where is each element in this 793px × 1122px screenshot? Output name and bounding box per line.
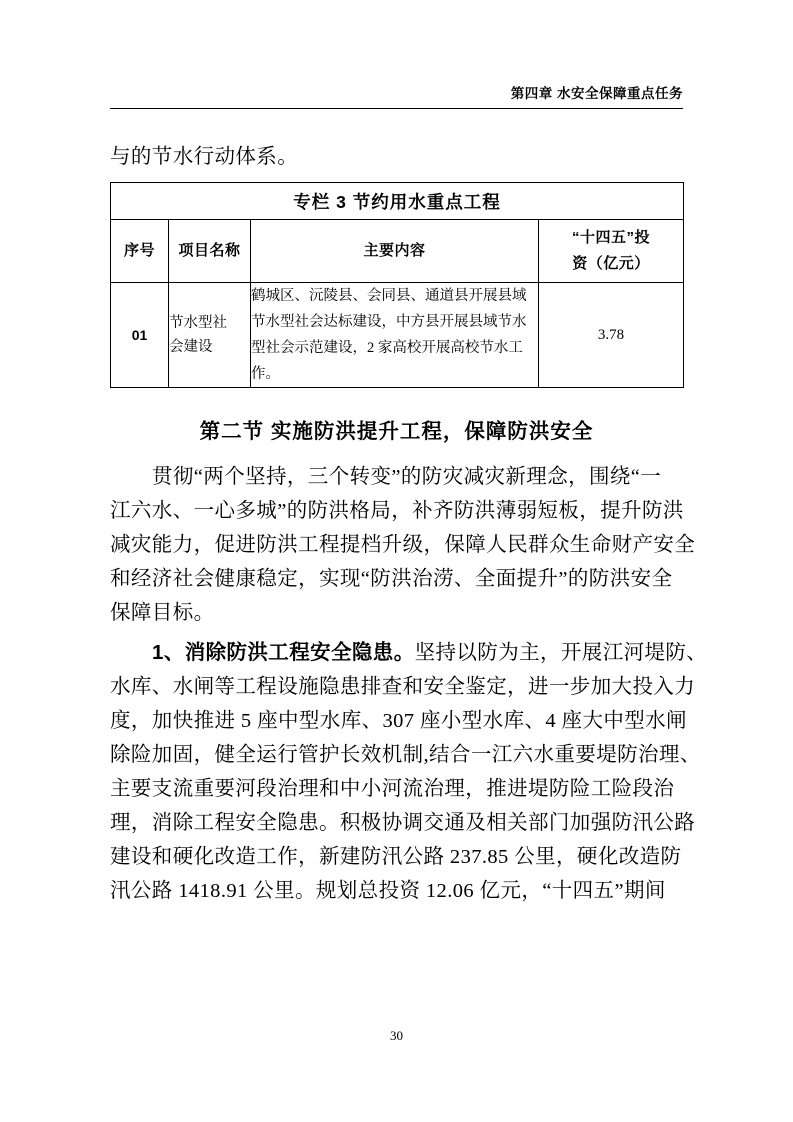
table-cell-name-line1: 节水型社	[169, 315, 227, 331]
table-header-investment	[539, 220, 684, 283]
table-header-investment-line1: “十四五”投	[572, 229, 651, 246]
paragraph-line-with-bold	[110, 636, 708, 670]
paragraph-line: 度，加快推进 5 座中型水库、307 座小型水库、4 座大中型水闸	[110, 710, 687, 732]
paragraph-line: 建设和硬化改造工作，新建防汛公路 237.85 公里，硬化改造防	[110, 846, 682, 868]
paragraph-line: 水库、水闸等工程设施隐患排查和安全鉴定，进一步加大投入力	[110, 676, 696, 698]
table-cell-content-line: 鹤城区、沅陵县、会同县、通道县开展县域	[251, 288, 527, 304]
paragraph-line: 贯彻“两个坚持，三个转变”的防灾减灾新理念，围绕“一	[152, 466, 662, 488]
paragraph-bold-lead: 1、消除防洪工程安全隐患。	[152, 641, 415, 664]
table-header-no: 序号	[111, 220, 169, 283]
paragraph-line: 保障目标。	[110, 602, 215, 624]
page-header	[110, 82, 683, 112]
table-cell-no: 01	[111, 283, 169, 388]
section-heading: 第二节 实施防洪提升工程，保障防洪安全	[199, 420, 594, 443]
table-header-content: 主要内容	[251, 220, 539, 283]
paragraph-line: 汛公路 1418.91 公里。规划总投资 12.06 亿元，“十四五”期间	[110, 880, 666, 902]
page-number: 30	[390, 1028, 403, 1043]
table-cell-content-line: 节水型社会达标建设，中方县开展县域节水	[251, 314, 527, 330]
paragraph-two	[110, 636, 708, 908]
paragraph-one	[110, 460, 696, 630]
table-cell-name	[169, 283, 251, 388]
table-cell-investment: 3.78	[539, 283, 684, 388]
table-header-investment-line2: 资（亿元）	[572, 255, 650, 272]
table-cell-content	[251, 283, 539, 388]
paragraph-line: 江六水、一心多城”的防洪格局，补齐防洪薄弱短板，提升防洪	[110, 500, 684, 522]
header-chapter-title: 第四章 水安全保障重点任务	[510, 86, 683, 101]
table-header-name: 项目名称	[169, 220, 251, 283]
paragraph-line: 主要支流重要河段治理和中小河流治理，推进堤防险工险段治	[110, 778, 675, 800]
paragraph-line: 除险加固，健全运行管护长效机制,结合一江六水重要堤防治理、	[110, 744, 701, 766]
table-cell-content-line: 型社会示范建设，2 家高校开展高校节水工	[251, 340, 523, 356]
table-row	[111, 283, 684, 388]
table-cell-content-line: 作。	[251, 366, 280, 382]
paragraph-line: 减灾能力，促进防洪工程提档升级，保障人民群众生命财产安全	[110, 534, 696, 556]
table-title-row	[111, 183, 684, 220]
paragraph-line: 和经济社会健康稳定，实现“防洪治涝、全面提升”的防洪安全	[110, 568, 673, 590]
header-divider	[110, 108, 683, 109]
special-column-table	[110, 182, 684, 388]
table-cell-name-line2: 会建设	[169, 339, 213, 355]
paragraph-lead-rest: 坚持以防为主，开展江河堤防、	[414, 642, 708, 664]
page-content	[110, 140, 708, 908]
table-title: 专栏 3 节约用水重点工程	[111, 183, 684, 220]
table-header-row	[111, 220, 684, 283]
paragraph-line: 理，消除工程安全隐患。积极协调交通及相关部门加强防汛公路	[110, 812, 696, 834]
lead-paragraph: 与的节水行动体系。	[110, 146, 299, 168]
